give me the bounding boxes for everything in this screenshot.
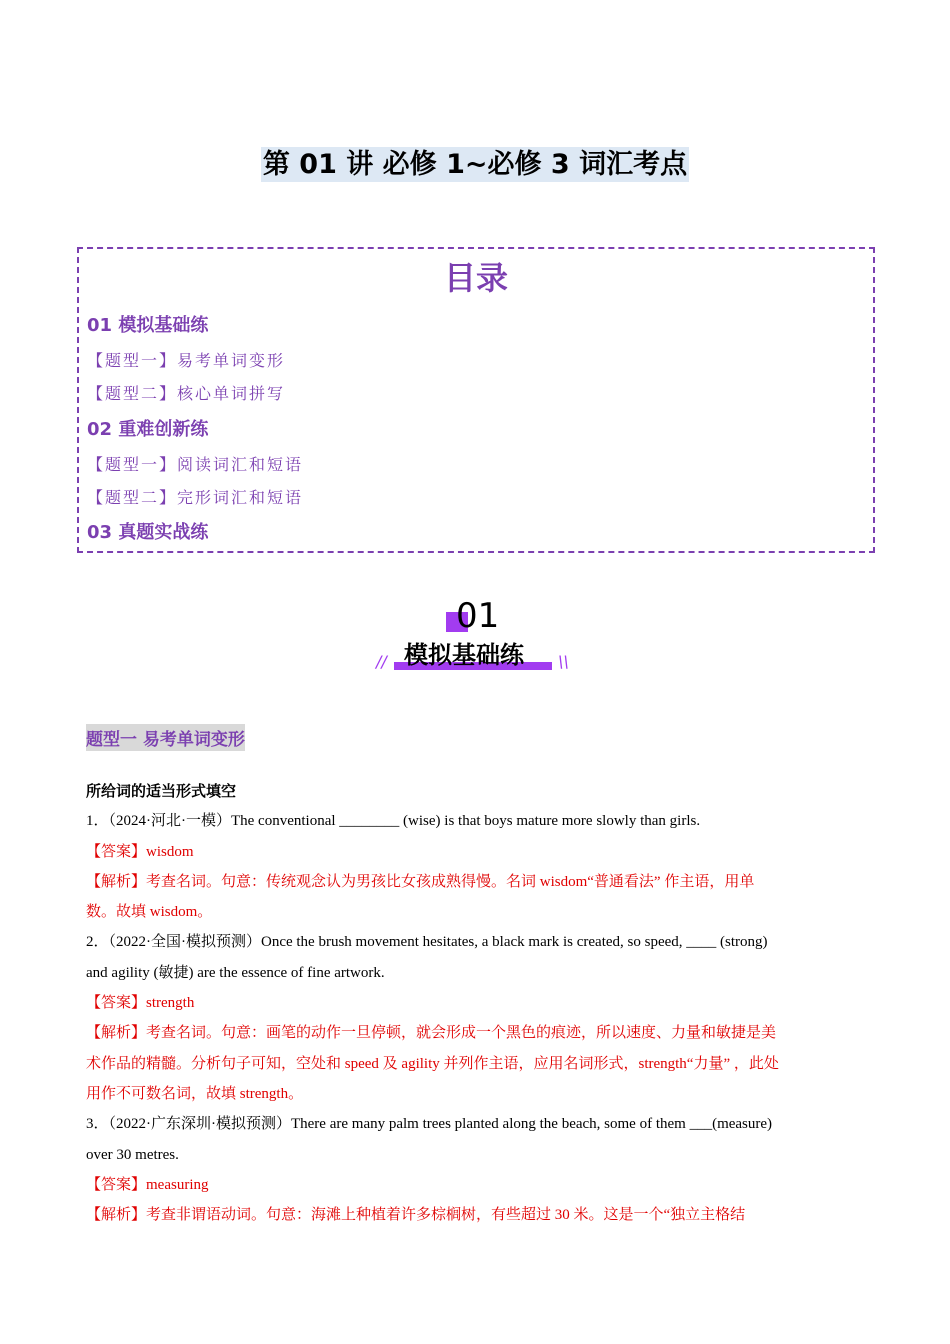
explanation: 数。故填 wisdom。 [86,904,213,921]
explanation: 【解析】考查名词。句意：传统观念认为男孩比女孩成熟得慢。名词 wisdom“普通看法” 作主语，用单 [86,873,755,890]
explanation: 【解析】考查名词。句意：画笔的动作一旦停顿，就会形成一个黑色的痕迹，所以速度、力量和敏捷是美 [86,1025,777,1042]
explanation: 【解析】考查非谓语动词。句意：海滩上种植着许多棕榈树，有些超过 30 米。这是一个“独立主格结 [86,1207,746,1224]
subsection-heading: 题型一 易考单词变形 [86,724,245,751]
question: and agility (敏捷) are the essence of fine artwork. [86,964,385,981]
toc-item[interactable]: 【题型一】易考单词变形 [87,353,286,370]
backslash-decoration-icon: \\ [558,652,569,671]
badge-number: 01 [456,596,500,636]
toc-item[interactable]: 【题型二】核心单词拼写 [87,386,286,403]
exercise-body [86,781,886,1235]
question: 1．（2024·河北·一模）The conventional ________ (wise) is that boys mature more slowly than girls. [86,813,701,830]
explanation: 用作不可数名词，故填 strength。 [86,1085,304,1102]
question: 3．（2022·广东深圳·模拟预测）There are many palm trees planted along the beach, some of them ___(measure) [86,1116,773,1133]
instruction: 所给词的适当形式填空 [86,782,237,800]
lecture-title: 第 01 讲 必修 1~必修 3 词汇考点 [262,149,688,180]
explanation: 术作品的精髓。分析句子可知，空处和 speed 及 agility 并列作主语，应用名词形式，strength“力量” ，此处 [86,1055,779,1072]
answer: 【答案】wisdom [86,843,194,860]
section-badge [370,596,580,680]
toc-heading: 目录 [443,259,508,297]
badge-label: 模拟基础练 [404,641,524,669]
question: 2．（2022·全国·模拟预测）Once the brush movement hesitates, a black mark is created, so speed, ____ (strong) [86,934,768,951]
toc-item[interactable]: 【题型二】完形词汇和短语 [87,490,304,507]
answer: 【答案】strength [86,995,195,1012]
toc-section[interactable]: 01 模拟基础练 [87,315,209,336]
table-of-contents [77,247,875,553]
toc-item[interactable]: 【题型一】阅读词汇和短语 [87,457,304,474]
toc-section[interactable]: 03 真题实战练 [87,522,209,543]
toc-section[interactable]: 02 重难创新练 [87,419,209,440]
slash-decoration-icon: // [376,652,387,671]
answer: 【答案】measuring [86,1176,209,1193]
question: over 30 metres. [86,1146,179,1163]
